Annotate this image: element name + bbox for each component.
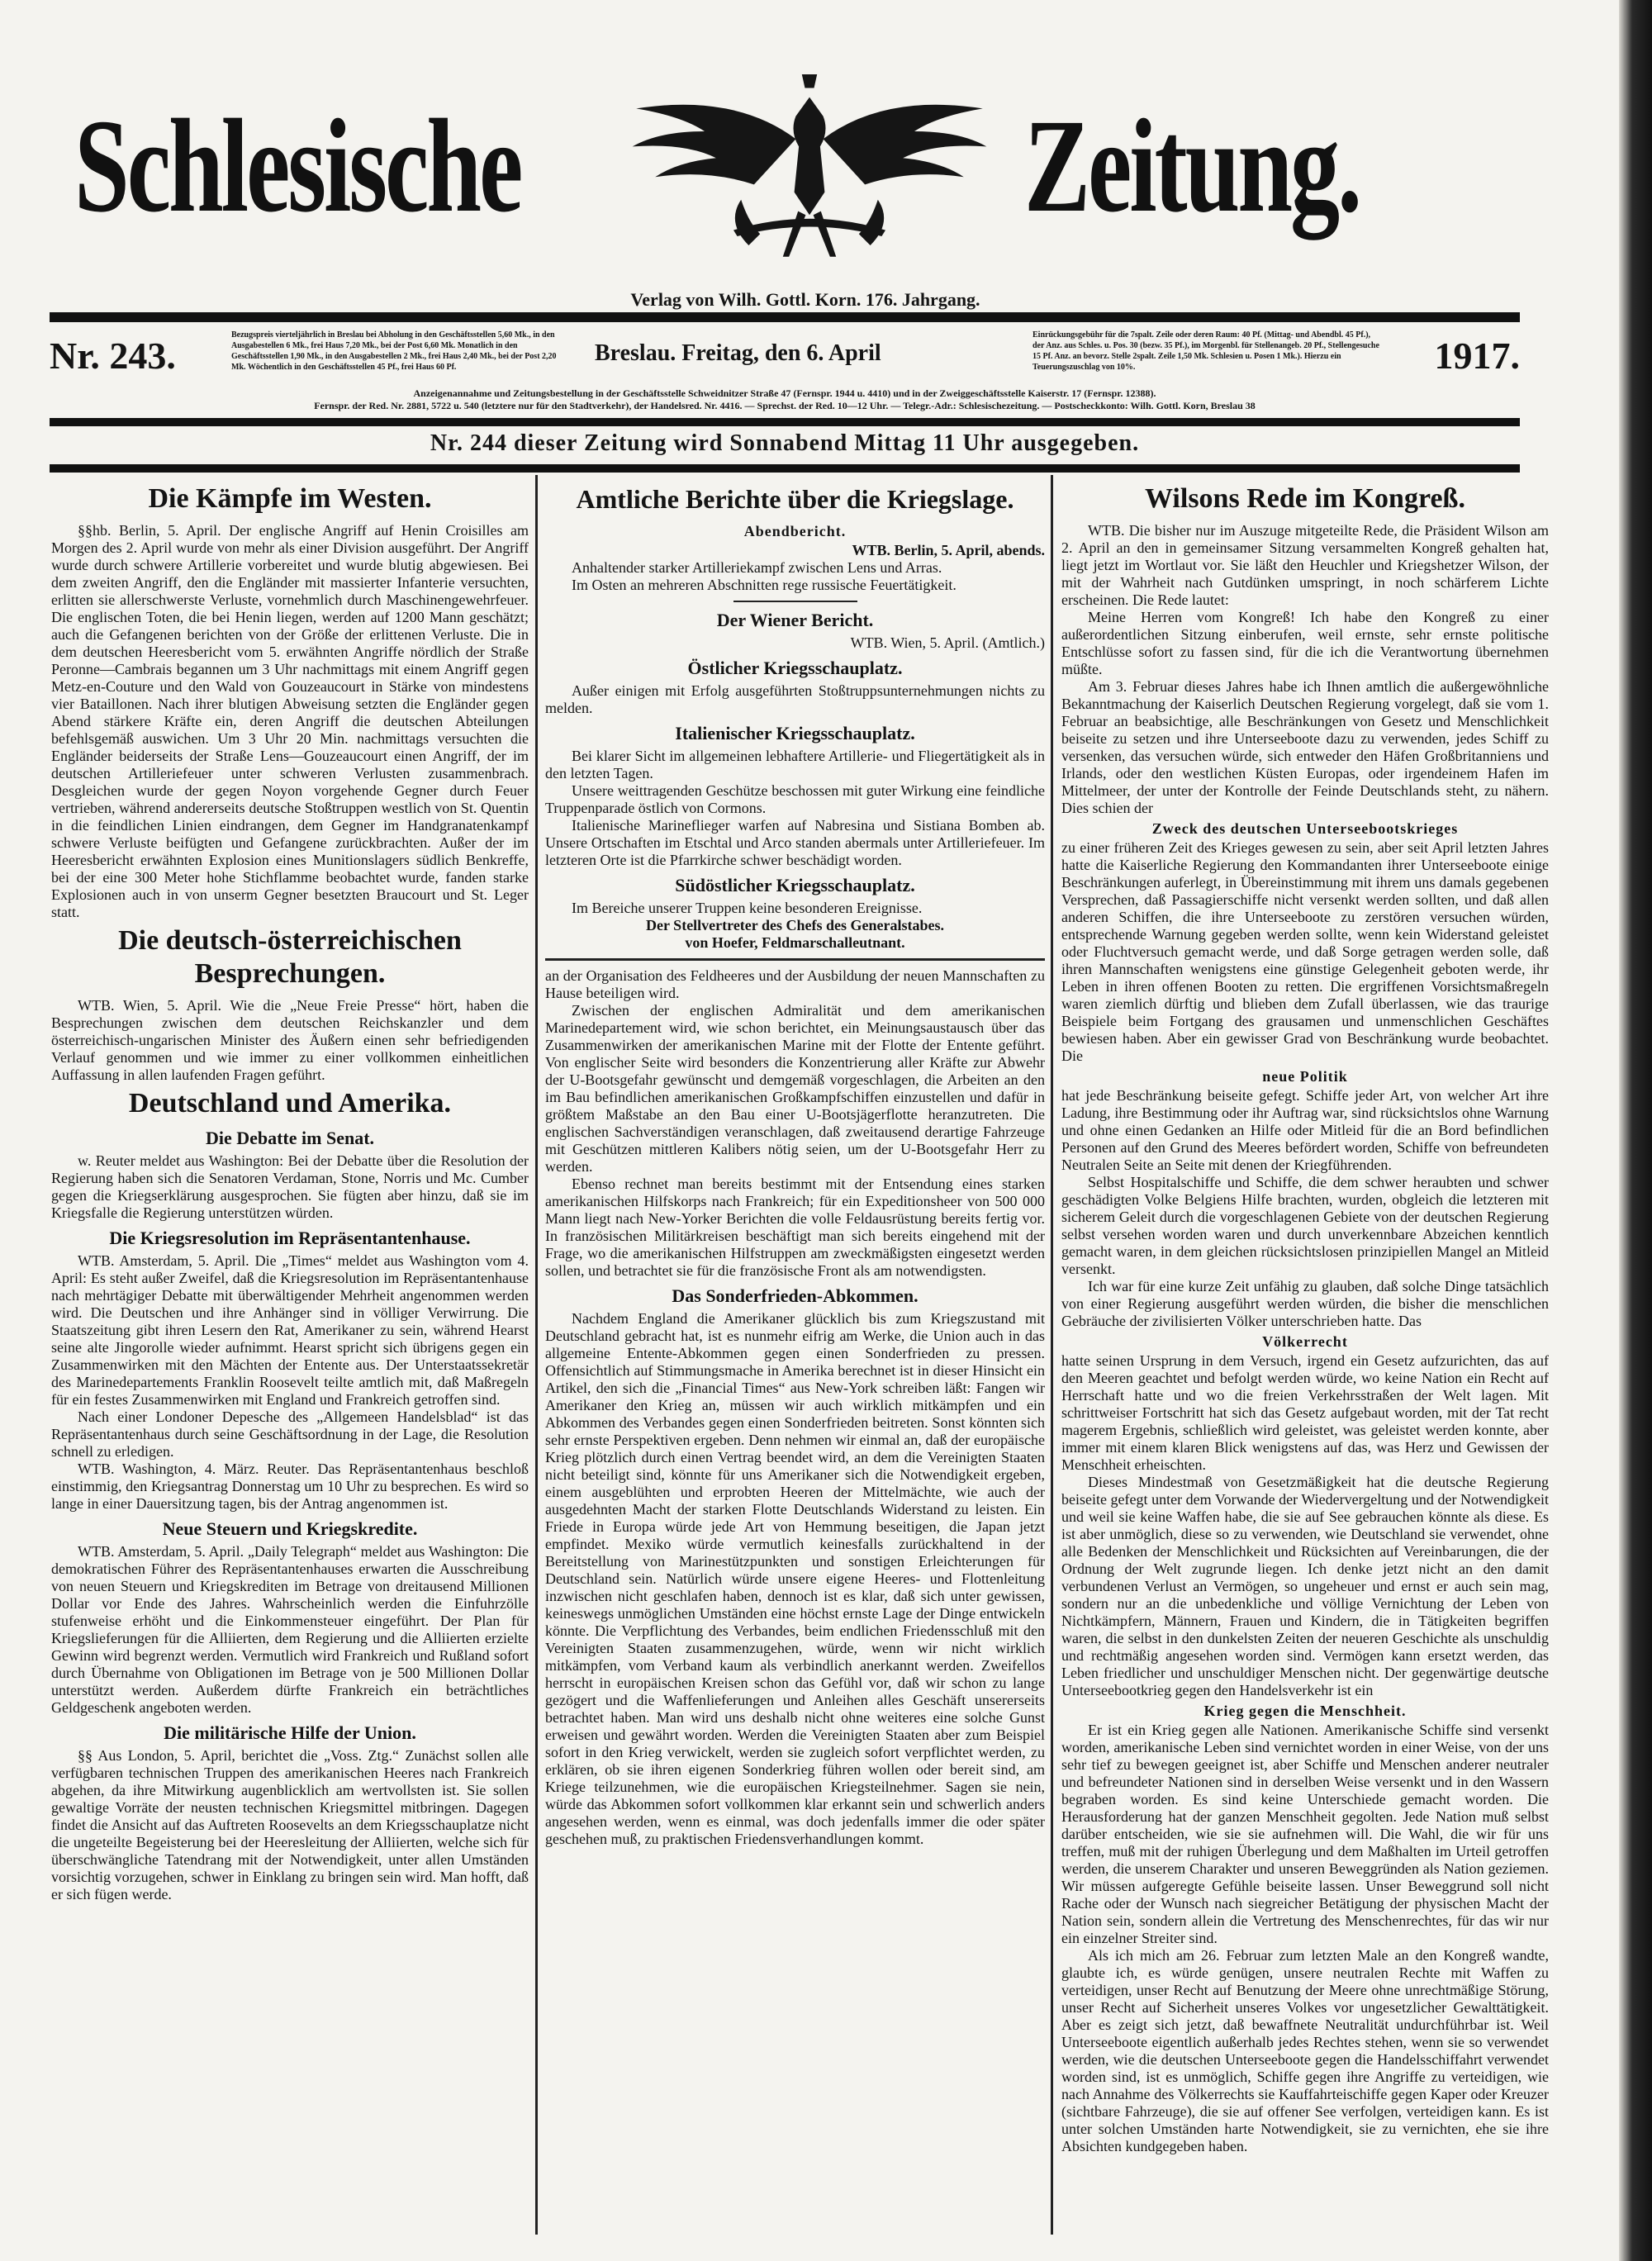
column-right [1061,479,1549,2155]
column-rule [1051,475,1053,2235]
article-paragraph: Nach einer Londoner Depesche des „Allgemeen Handelsblad“ ist das Repräsentantenhaus durch seine Geschäftsordnung in der Lage, die Resolution schnell zu erledigen. [51,1408,529,1460]
article-paragraph: Ebenso rechnet man bereits bestimmt mit der Entsendung eines starken amerikanischen Hilfskorps nach Frankreich; für ein Expeditionsheer von 500 000 Mann liegt nach New-Yorker Berichten die volle Feldausrüstung bereits fertig vor. In französischen Militärkreisen beschäftigt man sich bereits eingehend mit der Frage, wo die amerikanischen Hilfstruppen am zweckmäßigsten eingesetzt werden sollen, und betrachtet sie für die französische Front als am notwendigsten. [545,1176,1045,1279]
page-edge-shadow [1619,0,1652,2261]
subheadline-zweck: Zweck des deutschen Unterseebootskrieges [1151,820,1459,837]
article-paragraph: hatte seinen Ursprung in dem Versuch, irgend ein Gesetz aufzurichten, das auf den Meeren geachtet und befolgt werden würde, wo keine Nation ein Recht auf Herrschaft hatte und wo die freien Verkehrsstraßen der Welt lagen. Mit schrittweiser Fortschritt hat sich das Gesetz aufgebaut worden, mit der Tat recht magerem Ergebnis, schließlich wird geleistet, was geleistet werden konnte, aber immer mit einem klaren Blick wenigstens auf das, was Herz und Gewissen der Menschheit erheischten. [1061,1352,1549,1473]
article-paragraph: an der Organisation des Feldheeres und der Ausbildung der neuen Mannschaften zu Hause beteiligen wird. [545,967,1045,1001]
section-divider [545,958,1045,961]
contact-line-2: Fernspr. der Red. Nr. 2881, 5722 u. 540 (letztere nur für den Stadtverkehr), der Handelsred. Nr. 4416. — Sprechst. der Red. 10—12 Uhr. — Telegr.-Adr.: Schlesischezeitung. — Postscheckkonto: Wilh. Gottl. Korn, Breslau 38 [314,400,1256,411]
contact-line-1: Anzeigenannahme und Zeitungsbestellung in der Geschäftsstelle Schweidnitzer Straße 47 (Fernspr. 1944 u. 4410) und in der Zweiggeschäftsstelle Kaiserstr. 17 (Fernspr. 12388). [413,387,1156,399]
subheadline-krieg-gegen-menschheit: Krieg gegen die Menschheit. [1203,1703,1407,1719]
article-paragraph: zu einer früheren Zeit des Krieges gewesen zu sein, aber seit April letzten Jahres hatte die Kaiserliche Regierung den Kommandanten ihrer Unterseeboote einige Beschränkungen auferlegt, in Übereinstimmung mit ihrem uns damals gegebenen Versprechen, daß Passagierschiffe nicht versenkt werden sollten, und daß allen anderen Schiffen, die ihre Unterseeboote zu zerstören versuchen würden, entsprechende Warnung gegeben werden sollte, wenn kein Widerstand geleistet oder Fluchtversuch gemacht werde, und daß Sorge getragen werden solle, daß ihren Mannschaften wenigstens eine günstige Gelegenheit geboten werde, ihr Leben in ihren offenen Booten zu retten. Die ergriffenen Vorsichtsmaßregeln waren ziemlich dürftig und blieben dem Zufall überlassen, wie das traurige Beispiele beim Fortgang des grausamen und unmenschlichen Geschäftes bewiesen haben. Aber ein gewisser Grad von Beschränkung wurde beobachtet. Die [1061,839,1549,1064]
headline-besprechungen: Die deutsch-österreichischen Besprechungen. [118,925,462,989]
short-divider [733,601,857,602]
headline-wilsons-rede: Wilsons Rede im Kongreß. [1145,483,1465,514]
article-paragraph: Selbst Hospitalschiffe und Schiffe, die dem schwer heraubten und schwer geschädigten Volke Belgiens Hilfe brachten, wurden, obgleich die letzteren mit sicherem Geleit durch die vorgeschlagenen Gebiete von der deutschen Regierung selbst versehen worden waren und durch unverkennbare Abzeichen kenntlich gemacht waren, in dem gleichen rücksichtslosen prinzipiellen Mangel an Mitleid versenkt. [1061,1174,1549,1277]
article-paragraph: WTB. Amsterdam, 5. April. Die „Times“ meldet aus Washington vom 4. April: Es steht außer Zweifel, daß die Kriegsresolution im Repräsentantenhause nach mehrtägiger Debatte mit überwältigender Mehrheit angenommen werden wird. Die Deutschen und ihre Anhänger sind in völliger Verwirrung. Die Staatszeitung gibt ihren Lesern den Rat, Amerikaner zu sein, während Hearst seine alte Jingorolle wieder aufnimmt. Hearst spricht sich übrigens gegen ein Zusammenwirken mit den Mächten der Entente aus. Der Unterstaatssekretär des Marinedepartements Franklin Roosevelt teilte amtlich mit, daß Maßregeln für ein festes Zusammenwirken mit England und Frankreich getroffen sind. [51,1252,529,1408]
article-paragraph: Anhaltender starker Artilleriekampf zwischen Lens und Arras. [572,559,942,576]
article-paragraph: §§hb. Berlin, 5. April. Der englische Angriff auf Henin Croisilles am Morgen des 2. April wurde von mehr als einer Division ausgeführt. Der Angriff wurde durch schwere Artillerie vorbereitet und wurde blutig abgewiesen. Bei dem zweiten Angriff, den die Engländer mit massierter Infanterie versuchten, erlitten sie allerschwerste Verluste, vornehmlich durch Maschinengewehrfeuer. Die englischen Toten, die bei Henin liegen, werden auf 1200 Mann geschätzt; auch die Gefangenen berichten von der Größe der erlittenen Verluste. Die in dem deutschen Heeresbericht vom 5. erwähnten Angriffe nördlich der Straße Peronne—Cambrais begannen um 3 Uhr nachmittags mit einem Angriff gegen Metz-en-Couture und den Wald von Gouzeaucourt in Stärke von mindestens vier Bataillonen. Nach ihrer blutigen Abweisung setzten die Engländer gegen Abend stärkere Kräfte ein, deren Angriff die deutschen Abteilungen befehlsgemäß auswichen. Um 3 Uhr 20 Min. nachmittags versuchten die Engländer beiderseits der Straße Lens—Gouzeaucourt einen Angriff, der im deutschen Artilleriefeuer unter schweren Verlusten zusammenbrach. Desgleichen wurde der gegen Noyon vorgehende Gegner durch Feuer vertrieben, während andererseits deutsche Stoßtruppen westlich von St. Quentin in die feindlichen Linien eindrangen, dem Gegner im Handgranatenkampf schwere Verluste beifügten und Gefangene zurückbrachten. Außer der im Heeresbericht erwähnten Explosion eines Munitionslagers südlich Benkreffe, bei der eine 300 Meter hohe Stichflamme beobachtet wurde, fanden starke Explosionen auch in von unserm Gegner besetzten Braucourt und St. Leger statt. [51,522,529,920]
dateline-wien: WTB. Wien, 5. April. (Amtlich.) [850,634,1045,651]
headline-amtliche-berichte: Amtliche Berichte über die Kriegslage. [576,484,1014,514]
headline-deutschland-amerika: Deutschland und Amerika. [128,1088,452,1119]
headline-neue-steuern: Neue Steuern und Kriegskredite. [162,1518,418,1539]
column-left [51,479,529,1903]
article-paragraph: Dieses Mindestmaß von Gesetzmäßigkeit hat die deutsche Regierung beiseite gefegt unter dem Vorwande der Wiedervergeltung und der Notwendigkeit und weil sie keine Waffen habe, die sie auf See gebrauchen könnte als diese. Es ist aber unmöglich, diese so zu verwenden, wie Deutschland sie verwendet, ohne alle Bedenken der Menschlichkeit und Rücksichten auf Vereinbarungen, die der Ordnung der Welt zugrunde liegen. Ich denke jetzt nicht an den damit verbundenen Verlust an Vermögen, so ungeheuer und ernst er auch sein mag, sondern nur an die unbedenkliche und völlige Vernichtung der Leben von Nichtkämpfern, Männern, Frauen und Kindern, die in Tätigkeiten begriffen waren, die selbst in den dunkelsten Zeiten der neueren Geschichte als unschuldig und rechtmäßig angesehen worden sind. Vermögen kann ersetzt werden, das Leben friedlicher und unschuldiger Menschen nicht. Der gegenwärtige deutsche Unterseebootkrieg gegen den Handelsverkehr ist ein [1061,1474,1549,1698]
headline-oestlicher-kriegsschauplatz: Östlicher Kriegsschauplatz. [687,658,903,678]
publisher-line: Verlag von Wilh. Gottl. Korn. 176. Jahrgang. [630,289,980,310]
headline-sonderfrieden: Das Sonderfrieden-Abkommen. [672,1285,919,1306]
subheadline-voelkerrecht: Völkerrecht [1262,1333,1348,1350]
article-paragraph: Im Bereiche unserer Truppen keine besonderen Ereignisse. [572,900,923,916]
headline-militaerische-hilfe: Die militärische Hilfe der Union. [164,1722,416,1743]
article-paragraph: hat jede Beschränkung beiseite gefegt. Schiffe jeder Art, von welcher Art ihre Ladung, ihre Bestimmung oder ihr Auftrag war, sind rücksichtslos ohne Warnung und ohne einen Gedanken an Hilfe oder Mitleid für die an Bord befindlichen Personen auf den Grund des Meeres befördert worden, Schiffe von befreundeten Neutralen Seite an Seite mit denen der Kriegführenden. [1061,1087,1549,1173]
headline-italienischer-kriegsschauplatz: Italienischer Kriegsschauplatz. [675,723,915,743]
article-paragraph: Meine Herren vom Kongreß! Ich habe den Kongreß zu einer außerordentlichen Sitzung einberufen, weil ernste, sehr ernste politische Entschlüsse sofort zu fassen sind, für die ich die Verantwortung übernehmen müßte. [1061,609,1549,677]
article-paragraph: Ich war für eine kurze Zeit unfähig zu glauben, daß solche Dinge tatsächlich von einer Regierung ausgeführt werden würden, die bisher die menschlichen Gebräuche der zivilisierten Völker unterschrieben hatte. Das [1061,1278,1549,1329]
divider-rule [50,418,1520,426]
signature-line: Der Stellvertreter des Chefs des Generalstabes. [646,917,944,933]
article-paragraph: §§ Aus London, 5. April, berichtet die „Voss. Ztg.“ Zunächst sollen alle verfügbaren technischen Truppen des amerikanischen Heeres nach Frankreich abgehen, da ihre Mitwirkung augenblicklich am wertvollsten ist. Sie sollen gewaltige Vorräte der neusten technischen Kriegsmittel mitbringen. Dagegen findet die Ansicht auf das Auftreten Roosevelts an dem Kriegsschauplatze nicht die ungeteilte Begeisterung bei der Heeresleitung der Alliierten, welche sich für überschwängliche Tatendrang mit der Notwendigkeit, unter allen Umständen vorsichtig vorzugehen, schwer in Einklang zu bringen sein wird. Man hofft, daß er sich fügen werde. [51,1747,529,1902]
dateline-berlin: WTB. Berlin, 5. April, abends. [852,542,1045,558]
article-paragraph: WTB. Amsterdam, 5. April. „Daily Telegraph“ meldet aus Washington: Die demokratischen Führer des Repräsentantenhauses erwarten die Ausschreibung von neuen Steuern und Kriegskrediten im Betrage von dreitausend Millionen Dollar vor Ende des Jahres. Wahrscheinlich werden die Einfuhrzölle stufenweise erhöht und die Einkommensteuer eingeführt. Der Plan für Kriegslieferungen für die Alliierten, dem Regierung und die Alliierten erzielte Gewinn wird begrenzt werden. Vermutlich wird Frankreich und Rußland sofort durch Übernahme von Obligationen im Betrage von je 500 Millionen Dollar unterstützt werden. Außerdem dürfte Frankreich ein beträchtliches Geldgeschenk angeboten werden. [51,1543,529,1716]
issue-number: Nr. 243. [50,335,176,377]
article-paragraph: WTB. Wien, 5. April. Wie die „Neue Freie Presse“ hört, haben die Besprechungen zwischen dem deutschen Reichskanzler und dem österreichisch-ungarischen Minister des Äußern einen sehr befriedigenden Verlauf genommen und wie immer zu einer vollkommen einheitlichen Auffassung in allen laufenden Fragen geführt. [51,997,529,1083]
headline-kaempfe-im-westen: Die Kämpfe im Westen. [148,483,432,514]
headline-wiener-bericht: Der Wiener Bericht. [716,610,874,630]
contact-lines [50,387,1520,412]
column-rule [535,475,538,2235]
headline-suedoestlicher-kriegsschauplatz: Südöstlicher Kriegsschauplatz. [675,875,915,895]
eagle-emblem-icon [620,66,999,273]
subheadline-debatte-senat: Die Debatte im Senat. [205,1128,375,1148]
subheadline-abendbericht: Abendbericht. [743,523,847,539]
article-paragraph: Bei klarer Sicht im allgemeinen lebhaftere Artillerie- und Fliegertätigkeit als in den letzten Tagen. [545,748,1045,781]
article-paragraph: Als ich mich am 26. Februar zum letzten Male an den Kongreß wandte, glaubte ich, es würde genügen, unsere neutralen Rechte mit Waffen zu verteidigen, unser Recht auf Benutzung der Meere ohne unrechtmäßige Störung, unser Recht auf Sicherheit unseres Volkes vor ungesetzlicher Gewalttätigkeit. Aber es zeigt sich jetzt, daß bewaffnete Neutralität undurchführbar ist. Weil Unterseeboote eigentlich außerhalb jedes Rechtes stehen, wenn sie so verwendet werden, wie die deutschen Unterseeboote gegen die Handelsschiffahrt verwendet worden sind, ist es unmöglich, Schiffe gegen ihre Angriffe zu verteidigen, wie nach Annahme des Völkerrechts sie Kauffahrteischiffe gegen Kaper oder Kreuzer (sichtbare Fahrzeuge), die sie auf offener See verfolgen, verteidigen kann. Es ist unter solchen Umständen harte Notwendigkeit, sie zu vernichten, ehe sie ihre Absichten kundgegeben haben. [1061,1947,1549,2154]
article-paragraph: Zwischen der englischen Admiralität und dem amerikanischen Marinedepartement wird, wie schon berichtet, ein Meinungsaustausch über das Zusammenwirken der amerikanischen Marine mit der Flotte der Entente geführt. Von englischer Seite wird besonders die Konzentrierung aller Kräfte zur Abwehr der U-Bootsgefahr gewünscht und demgemäß vorgeschlagen, die Arbeiten an den im Bau befindlichen amerikanischen Großkampfschiffen einzustellen und dafür in größtem Maßstabe an den Bau einer U-Bootsjägerflotte heranzutreten. Die englischen Sachverständigen veranschlagen, daß zweitausend derartige Fahrzeuge mit Geschützen mittleren Kalibers nötig seien, um der U-Bootsgefahr Herr zu werden. [545,1002,1045,1175]
article-paragraph: Italienische Marineflieger warfen auf Nabresina und Sistiana Bomben ab. Unsere Ortschaften im Etschtal und Arco standen abermals unter Artilleriefeuer. Im letzteren Orte ist die Pfarrkirche schwer beschädigt worden. [545,817,1045,868]
article-paragraph: WTB. Washington, 4. März. Reuter. Das Repräsentantenhaus beschloß einstimmig, den Kriegsantrag Donnerstag um 10 Uhr zu besprechen. Es wird so lange in einer Dauersitzung tagen, bis der Antrag angenommen ist. [51,1461,529,1512]
subheadline-neue-politik: neue Politik [1262,1068,1348,1085]
issue-info-band [50,326,1520,417]
issue-year: 1917. [1434,335,1520,377]
headline-kriegsresolution: Die Kriegsresolution im Repräsentantenhause. [109,1228,471,1248]
column-center [545,479,1045,1848]
article-paragraph: Im Osten an mehreren Abschnitten rege russische Feuertätigkeit. [572,577,957,593]
divider-rule [50,312,1520,322]
article-paragraph: Außer einigen mit Erfolg ausgeführten Stoßtruppsunternehmungen nichts zu melden. [545,682,1045,716]
article-paragraph: Am 3. Februar dieses Jahres habe ich Ihnen amtlich die außergewöhnliche Bekanntmachung der Kaiserlich Deutschen Regierung vorgelegt, daß sie vom 1. Februar an beabsichtige, alle Beschränkungen von Gesetz und Menschlichkeit beiseite zu setzen und ihre Unterseeboote dazu zu verwenden, jedes Schiff zu versenken, das versuchen würde, sich entweder den Häfen Großbritanniens und Irlands, oder den westlichen Küsten Europas, oder irgendeinem Hafen im Mittelmeer, der unter der Kontrolle der Feinde Deutschlands steht, zu nähern. Dies schien der [1061,678,1549,816]
subscription-prices: Bezugspreis vierteljährlich in Breslau bei Abholung in den Geschäftsstellen 5,60 Mk., in den Ausgabestellen 6 Mk., frei Haus 7,20 Mk., bei der Post 6,60 Mk. Monatlich in den Geschäftsstellen 1,90 Mk., in den Ausgabestellen 2 Mk., frei Haus 2,40 Mk., bei der Post 2,20 Mk. Wöchentlich in den Geschäftsstellen 45 Pf., frei Haus 60 Pf. [231,330,557,372]
article-paragraph: WTB. Die bisher nur im Auszuge mitgeteilte Rede, die Präsident Wilson am 2. April an den in gemeinsamer Sitzung versammelten Kongreß gehalten hat, liegt jetzt im Wortlaut vor. Sie läßt den Heuchler und Kriegshetzer Wilson, der mit der Wahrheit nach Gutdünken umspringt, in noch schärferem Lichte erscheinen. Die Rede lautet: [1061,522,1549,608]
article-paragraph: w. Reuter meldet aus Washington: Bei der Debatte über die Resolution der Regierung haben sich die Senatoren Verdaman, Stone, Norris und Mc. Cumber gegen die Kriegserklärung ausgesprochen. Sie fügten aber hinzu, daß sie im Kriegsfalle die Regierung unterstützen würden. [51,1152,529,1221]
masthead-title-left: Schlesische [74,91,521,240]
issue-dateline: Breslau. Freitag, den 6. April [595,340,881,366]
next-issue-notice: Nr. 244 dieser Zeitung wird Sonnabend Mittag 11 Uhr ausgegeben. [430,430,1140,456]
masthead [50,50,1561,314]
article-paragraph: Nachdem England die Amerikaner glücklich bis zum Kriegszustand mit Deutschland gebracht hat, ist es nunmehr eifrig am Werke, die Union auch in das allgemeine Entente-Abkommen gegen einen Sonderfrieden zu pressen. Offensichtlich auf Stimmungsmache in Amerika berechnet ist in dieser Hinsicht ein Artikel, den sich die „Financial Times“ aus New-York schreiben läßt: Fangen wir Amerikaner den Krieg an, müssen wir auch wirklich mitkämpfen und ein Abkommen des Verbandes gegen einen Sonderfrieden beitreten. Sonst könnten sich sehr ernste Perspektiven ergeben. Denn nehmen wir einmal an, daß der europäische Krieg plötzlich durch einen Vertrag beendet wird, an dem die Vereinigten Staaten nicht beteiligt sind, könnte für uns Amerikaner sich die Notwendigkeit ergeben, einem ausgeblühten und erprobten Heeren der Mittelmächte, wie auch der ausgedehnten Macht der starken Flotte Deutschlands Widerstand zu leisten. Ein Friede in Europa würde jede Art von Hemmung beseitigen, die Japan jetzt empfindet. Mexiko würde vermutlich keinesfalls zurückhaltend in der Bereitstellung von Marinestützpunkten und sonstigen Erleichterungen für Deutschland sein. Natürlich würde unsere eigene Heeres- und Flottenleitung inzwischen nicht geschlafen haben, dennoch ist es klar, daß sich unter gewissen, keineswegs unmöglichen Umständen eine höchst ernste Lage der Dinge entwickeln könnte. Die Verpflichtung des Verbandes, beim endlichen Friedensschluß mit den Vereinigten Staaten zusammenzugehen, würde, wenn wir nicht wirklich mitkämpfen, vom Verband kaum als verbindlich anerkannt werden. Zweifellos herrscht in europäischen Kreisen schon das Gefühl vor, daß wir schon zu lange gezögert und die Waffenlieferungen und Anleihen alles Geschäft unsererseits betrachtet haben. Man wird uns deshalb nicht ohne weiteres eine solche Gunst erweisen und gewährt worden. Werden die Vereinigten Staaten aber zum Beispiel sofort in den Krieg verwickelt, werden sie zugleich sofort verpflichtet werden, zu erklären, ob sie ihren eigenen Sonderkrieg führen wollen oder bereit sind, am Kriege teilzunehmen, wie die europäischen Kriegsteilnehmer. Sagen sie nein, würde das Abkommen sofort vollkommen klar erkannt sein und schwerlich anders angesehen werden, wenn es einmal, was doch jedenfalls immer die oder später geschehen muß, zu praktischen Friedensverhandlungen kommt. [545,1310,1045,1847]
masthead-title-right: Zeitung. [1024,91,1360,240]
divider-rule [50,464,1520,473]
article-paragraph: Er ist ein Krieg gegen alle Nationen. Amerikanische Schiffe sind versenkt worden, amerikanische Leben sind vernichtet worden in einer Weise, von der uns sehr tief zu bewegen geeignet ist, aber Schiffe und Menschen anderer neutraler und befreundeter Nationen sind in derselben Weise versenkt und in den Wassern begraben worden. Es sind keine Unterschiede gemacht worden. Die Herausforderung hat der ganzen Menschheit gegolten. Jede Nation muß selbst darüber entscheiden, wie sie sie aufnehmen will. Die Wahl, die wir für uns treffen, muß mit der ruhigen Überlegung und dem Maßhalten im Urteil getroffen werden, die unserem Charakter und unseren Beweggründen als Nation geziemen. Wir müssen aufgeregte Gefühle beiseite lassen. Unser Beweggrund soll nicht Rache oder der Wunsch nach siegreicher Betätigung der physischen Macht der Nation sein, sondern allein die Vertretung des Menschenrechtes, für das wir nur ein einzelner Streiter sind. [1061,1722,1549,1946]
signature-line: von Hoefer, Feldmarschalleutnant. [685,934,905,951]
article-paragraph: Unsere weittragenden Geschütze beschossen mit guter Wirkung eine feindliche Truppenparade östlich von Cormons. [545,782,1045,816]
advertising-rates: Einrückungsgebühr für die 7spalt. Zeile oder deren Raum: 40 Pf. (Mittag- und Abendbl. 45 Pf.), der Anz. aus Schles. u. Pos. 30 (bezw. 35 Pf.), im Morgenbl. für Stellenangeb. 20 Pf., Stellengesuche 15 Pf. Anz. an bevorz. Stelle 2spalt. Zeile 1,50 Mk. Schlesien u. Posen 1 Mk.). Hierzu ein Teuerungszuschlag von 10%. [1032,330,1379,372]
